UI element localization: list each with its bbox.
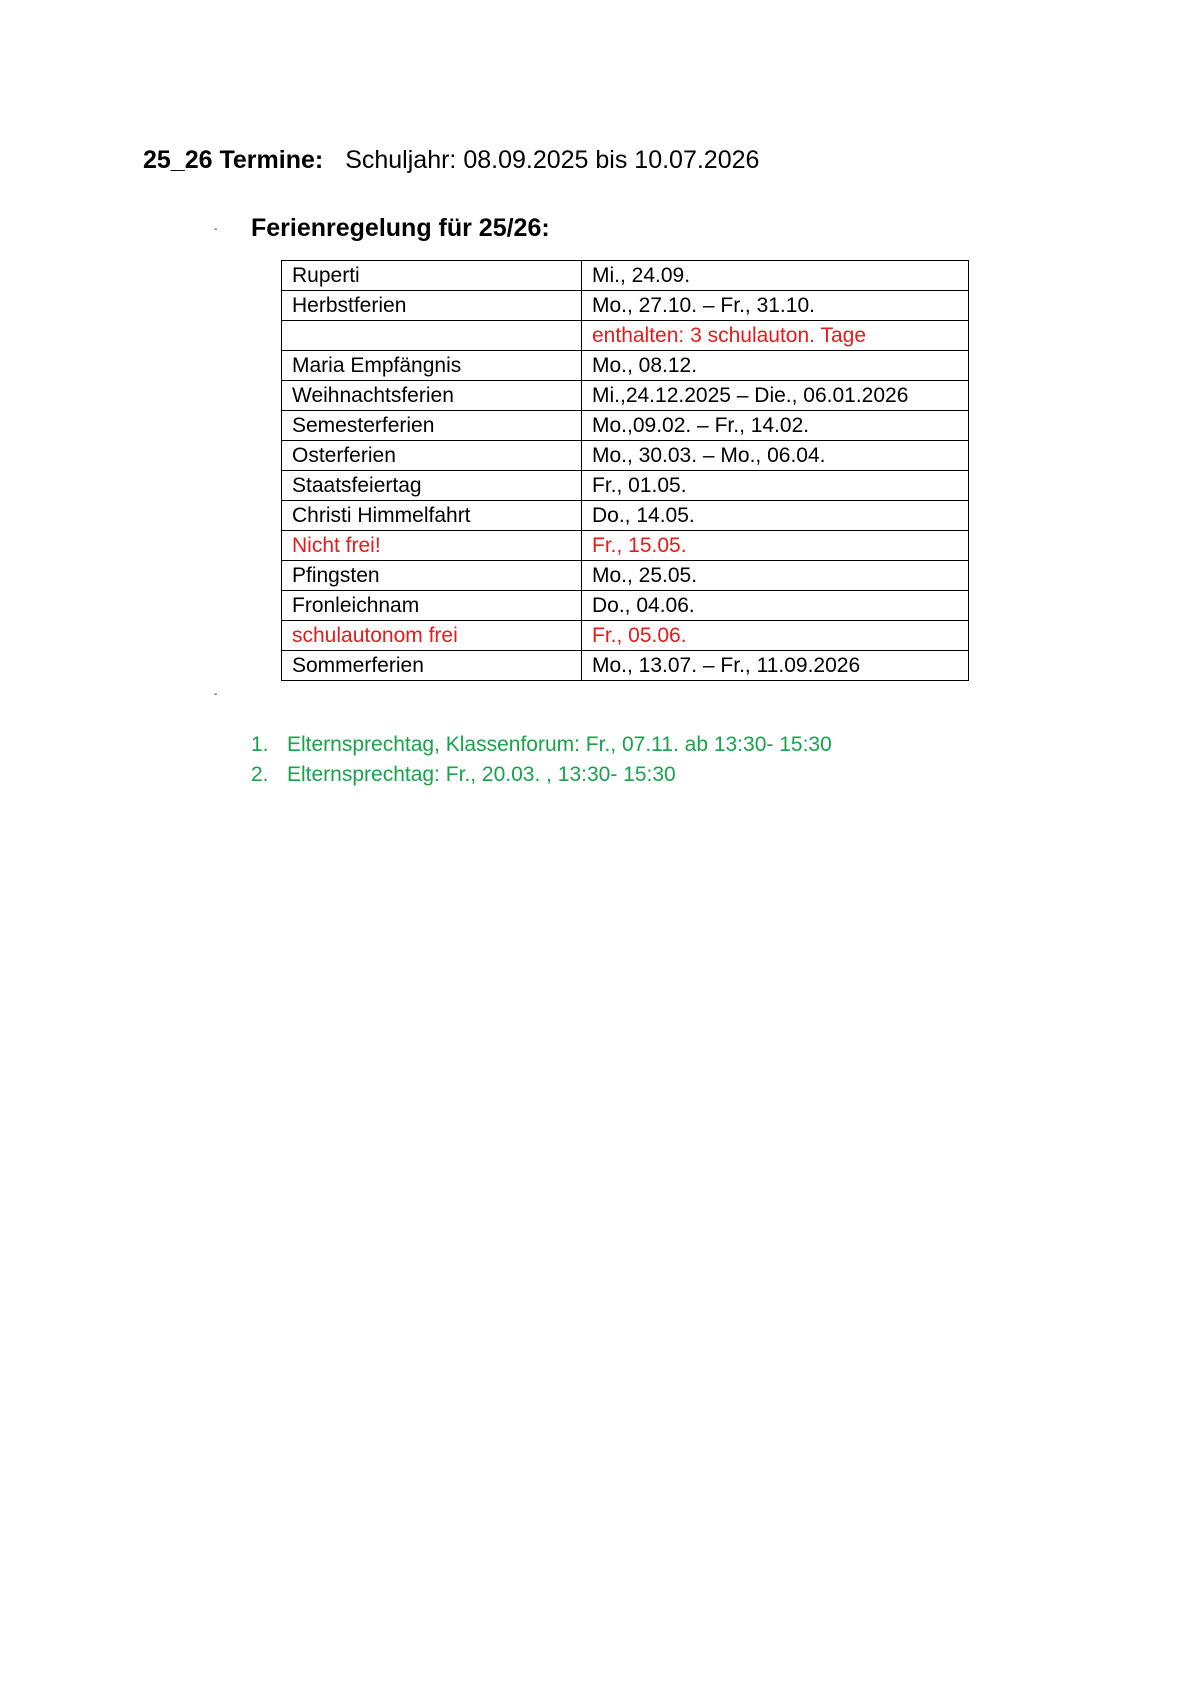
table-row xyxy=(282,471,969,501)
table-row xyxy=(282,561,969,591)
holiday-date: Fr., 05.06. xyxy=(582,621,969,651)
page-title-bold: 25_26 Termine: xyxy=(143,146,324,174)
holiday-date: Mo., 08.12. xyxy=(582,351,969,381)
holiday-name: Ruperti xyxy=(282,261,582,291)
holiday-name: Maria Empfängnis xyxy=(282,351,582,381)
holiday-name: Herbstferien xyxy=(282,291,582,321)
holiday-date: Mo., 13.07. – Fr., 11.09.2026 xyxy=(582,651,969,681)
holiday-date: Do., 14.05. xyxy=(582,501,969,531)
holiday-name: Sommerferien xyxy=(282,651,582,681)
page-title xyxy=(143,140,759,180)
holiday-name: Weihnachtsferien xyxy=(282,381,582,411)
holiday-name: Semesterferien xyxy=(282,411,582,441)
list-item xyxy=(251,730,832,760)
holiday-name: Staatsfeiertag xyxy=(282,471,582,501)
table-row xyxy=(282,591,969,621)
table-row xyxy=(282,441,969,471)
holiday-name: Osterferien xyxy=(282,441,582,471)
holiday-date: Mo., 27.10. – Fr., 31.10. xyxy=(582,291,969,321)
table-row xyxy=(282,621,969,651)
section-heading: Ferienregelung für 25/26: xyxy=(251,214,550,242)
holiday-date: Mi., 24.09. xyxy=(582,261,969,291)
events-list xyxy=(251,730,832,790)
list-item xyxy=(251,760,832,790)
table-row xyxy=(282,291,969,321)
holiday-name: schulautonom frei xyxy=(282,621,582,651)
holiday-table xyxy=(281,260,969,681)
list-number: 1. xyxy=(251,733,269,756)
bullet-dash: - xyxy=(214,689,218,700)
holiday-date: Mo.,09.02. – Fr., 14.02. xyxy=(582,411,969,441)
table-row xyxy=(282,261,969,291)
event-text: Elternsprechtag, Klassenforum: Fr., 07.11. ab 13:30- 15:30 xyxy=(287,733,832,756)
holiday-name: Pfingsten xyxy=(282,561,582,591)
table-row xyxy=(282,501,969,531)
holiday-note: enthalten: 3 schulauton. Tage xyxy=(582,321,969,351)
holiday-name: Nicht frei! xyxy=(282,531,582,561)
table-row xyxy=(282,411,969,441)
table-row xyxy=(282,351,969,381)
table-row xyxy=(282,381,969,411)
table-row xyxy=(282,651,969,681)
holiday-date: Fr., 01.05. xyxy=(582,471,969,501)
holiday-name: Fronleichnam xyxy=(282,591,582,621)
event-text: Elternsprechtag: Fr., 20.03. , 13:30- 15:30 xyxy=(287,763,676,786)
holiday-name xyxy=(282,321,582,351)
list-number: 2. xyxy=(251,763,269,786)
table-row xyxy=(282,321,969,351)
bullet-dash: - xyxy=(214,224,218,235)
school-year-range: Schuljahr: 08.09.2025 bis 10.07.2026 xyxy=(345,146,760,174)
holiday-date: Mo., 30.03. – Mo., 06.04. xyxy=(582,441,969,471)
holiday-date: Fr., 15.05. xyxy=(582,531,969,561)
holiday-name: Christi Himmelfahrt xyxy=(282,501,582,531)
holiday-date: Mo., 25.05. xyxy=(582,561,969,591)
table-row xyxy=(282,531,969,561)
holiday-date: Mi.,24.12.2025 – Die., 06.01.2026 xyxy=(582,381,969,411)
holiday-date: Do., 04.06. xyxy=(582,591,969,621)
